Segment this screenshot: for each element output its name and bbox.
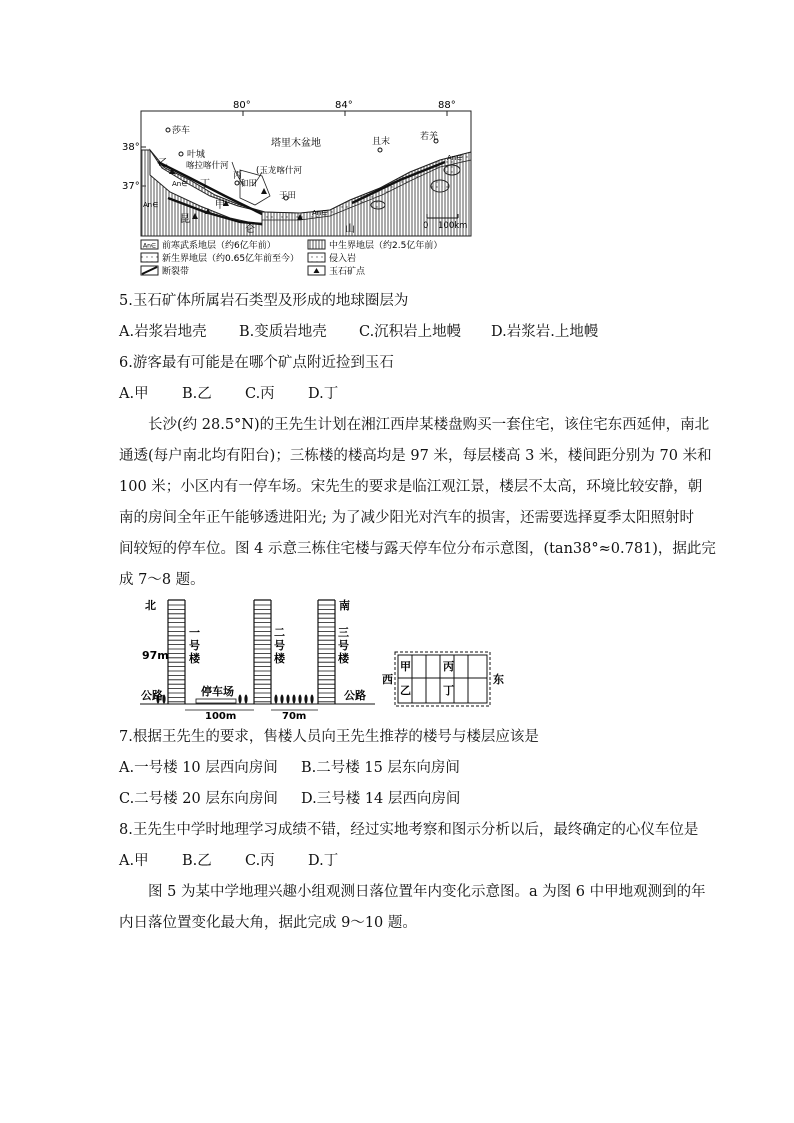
label-kun: 昆 — [180, 214, 190, 225]
figure-4-buildings — [0, 592, 794, 722]
place-kalakashi: 喀拉喀什河 — [186, 161, 229, 171]
question-7-options-row2 — [119, 790, 460, 808]
map-legend — [141, 239, 442, 277]
place-qiemo: 且末 — [372, 137, 391, 147]
place-yecheng: 叶城 — [187, 150, 206, 160]
label-jia: 甲 — [215, 200, 225, 211]
label-south: 南 — [339, 599, 350, 612]
label-height: 97m — [142, 649, 169, 662]
b3-char: 号 — [338, 639, 349, 652]
b1-char: 号 — [189, 639, 200, 652]
svg-text:An∈: An∈ — [143, 242, 157, 250]
option-a[interactable]: A.岩浆岩地壳 — [119, 324, 207, 340]
label-shan: 山 — [345, 224, 355, 235]
option-b[interactable]: B.变质岩地壳 — [239, 324, 327, 340]
geology-map — [0, 0, 794, 290]
place-shache: 莎车 — [172, 126, 191, 136]
passage-line: 通透(每户南北均有阳台)；三栋楼的楼高均是 97 米，每层楼高 3 米，楼间距分别为 70 米和 — [119, 448, 712, 464]
slot-ding: 丁 — [443, 684, 454, 697]
label-anc: An∈ — [172, 180, 188, 188]
option-d[interactable]: D.三号楼 14 层西向房间 — [301, 791, 461, 807]
question-5-options — [119, 323, 598, 341]
option-b[interactable]: B.乙 — [182, 386, 212, 402]
tree-icon — [238, 695, 241, 704]
passage-line: 间较短的停车位。图 4 示意三栋住宅楼与露天停车位分布示意图，(tan38°≈0.781)，据此完 — [119, 541, 716, 557]
tree-icon — [298, 695, 301, 704]
slot-bing: 丙 — [443, 660, 454, 673]
b3-char: 楼 — [338, 652, 349, 665]
place-ruoqiang: 若羌 — [420, 132, 439, 142]
intrusive-rock — [431, 180, 449, 192]
place-hetian: 和田 — [240, 179, 258, 189]
svg-text:断裂带: 断裂带 — [162, 267, 190, 277]
tree-icon — [280, 695, 283, 704]
option-c[interactable]: C.丙 — [245, 853, 275, 869]
option-c[interactable]: C.沉积岩上地幔 — [359, 324, 462, 340]
passage-line: 内日落位置变化最大角，据此完成 9～10 题。 — [119, 915, 417, 931]
lon-label-80: 80° — [233, 100, 251, 111]
road-left: 公路 — [141, 689, 163, 702]
passage-line: 成 7～8 题。 — [119, 572, 205, 588]
label-north: 北 — [145, 599, 156, 612]
label-anc: An∈ — [447, 154, 463, 162]
option-a[interactable]: A.一号楼 10 层西向房间 — [119, 760, 278, 776]
label-east: 东 — [493, 673, 504, 686]
lat-label-38: 38° — [122, 142, 140, 153]
b1-char: 楼 — [189, 652, 200, 665]
intrusive-rock — [371, 201, 385, 209]
label-bing: 丙 — [233, 171, 243, 181]
svg-text:侵入岩: 侵入岩 — [329, 254, 357, 264]
tree-icon — [304, 695, 307, 704]
b3-char: 三 — [338, 626, 349, 639]
question-7-options-row1 — [119, 759, 460, 777]
question-5-stem: 5.玉石矿体所属岩石类型及形成的地球圈层为 — [119, 293, 409, 309]
intrusive-rock — [444, 165, 460, 175]
option-c[interactable]: C.二号楼 20 层东向房间 — [119, 791, 278, 807]
b1-char: 一 — [189, 626, 200, 639]
svg-text:100km: 100km — [438, 221, 468, 231]
passage-line: 南的房间全年正午能够透进阳光; 为了减少阳光对汽车的损害，还需要选择夏季太阳照射时 — [119, 510, 694, 526]
option-a[interactable]: A.甲 — [119, 386, 149, 402]
lat-label-37: 37° — [122, 181, 140, 192]
tree-icon — [292, 695, 295, 704]
option-d[interactable]: D.岩浆岩.上地幔 — [491, 324, 599, 340]
option-d[interactable]: D.丁 — [308, 386, 339, 402]
question-8-options — [119, 852, 338, 870]
passage-line: 100 米；小区内有一停车场。宋先生的要求是临江观江景，楼层不太高，环境比较安静，朝 — [119, 479, 703, 495]
slot-jia: 甲 — [400, 660, 411, 673]
passage-line: 长沙(约 28.5°N)的王先生计划在湘江西岸某楼盘购买一套住宅，该住宅东西延伸，南北 — [148, 417, 710, 433]
label-lun: 仑 — [245, 224, 255, 235]
slot-yi: 乙 — [400, 684, 411, 697]
label-yi: 乙 — [158, 158, 168, 169]
b2-char: 楼 — [274, 652, 285, 665]
road-right: 公路 — [344, 689, 366, 702]
tree-icon — [286, 695, 289, 704]
distance-70m: 70m — [282, 711, 307, 722]
svg-text:中生界地层（约2.5亿年前）: 中生界地层（约2.5亿年前） — [329, 241, 443, 251]
option-c[interactable]: C.丙 — [245, 386, 275, 402]
label-anc: An∈ — [143, 201, 159, 209]
option-a[interactable]: A.甲 — [119, 853, 149, 869]
distance-100m: 100m — [205, 711, 237, 722]
place-yulongkashi: (玉龙喀什河 — [256, 166, 302, 176]
question-6-stem: 6.游客最有可能是在哪个矿点附近捡到玉石 — [119, 355, 394, 371]
label-parking: 停车场 — [201, 685, 234, 698]
option-b[interactable]: B.二号楼 15 层东向房间 — [301, 760, 460, 776]
lon-label-88: 88° — [438, 100, 456, 111]
svg-text:0: 0 — [423, 221, 429, 231]
tree-icon — [310, 695, 313, 704]
tree-icon — [274, 695, 277, 704]
svg-text:新生界地层（约0.65亿年前至今）: 新生界地层（约0.65亿年前至今） — [162, 254, 300, 264]
label-ding: 丁 — [200, 179, 210, 190]
place-yutian: 于田 — [279, 191, 297, 201]
svg-text:前寒武系地层（约6亿年前）: 前寒武系地层（约6亿年前） — [162, 241, 276, 251]
svg-text:玉石矿点: 玉石矿点 — [329, 267, 366, 277]
lon-label-84: 84° — [335, 100, 353, 111]
passage-line: 图 5 为某中学地理兴趣小组观测日落位置年内变化示意图。a 为图 6 中甲地观测到的年 — [148, 884, 706, 900]
option-b[interactable]: B.乙 — [182, 853, 212, 869]
question-8-stem: 8.王先生中学时地理学习成绩不错，经过实地考察和图示分析以后，最终确定的心仪车位是 — [119, 822, 699, 838]
b2-char: 号 — [274, 639, 285, 652]
b2-char: 二 — [274, 626, 285, 639]
tree-icon — [244, 695, 247, 704]
question-7-stem: 7.根据王先生的要求，售楼人员向王先生推荐的楼号与楼层应该是 — [119, 729, 539, 745]
option-d[interactable]: D.丁 — [308, 853, 339, 869]
label-anc: An∈ — [312, 209, 328, 217]
question-6-options — [119, 385, 338, 403]
place-tarim: 塔里木盆地 — [271, 138, 321, 149]
label-west: 西 — [382, 673, 393, 686]
